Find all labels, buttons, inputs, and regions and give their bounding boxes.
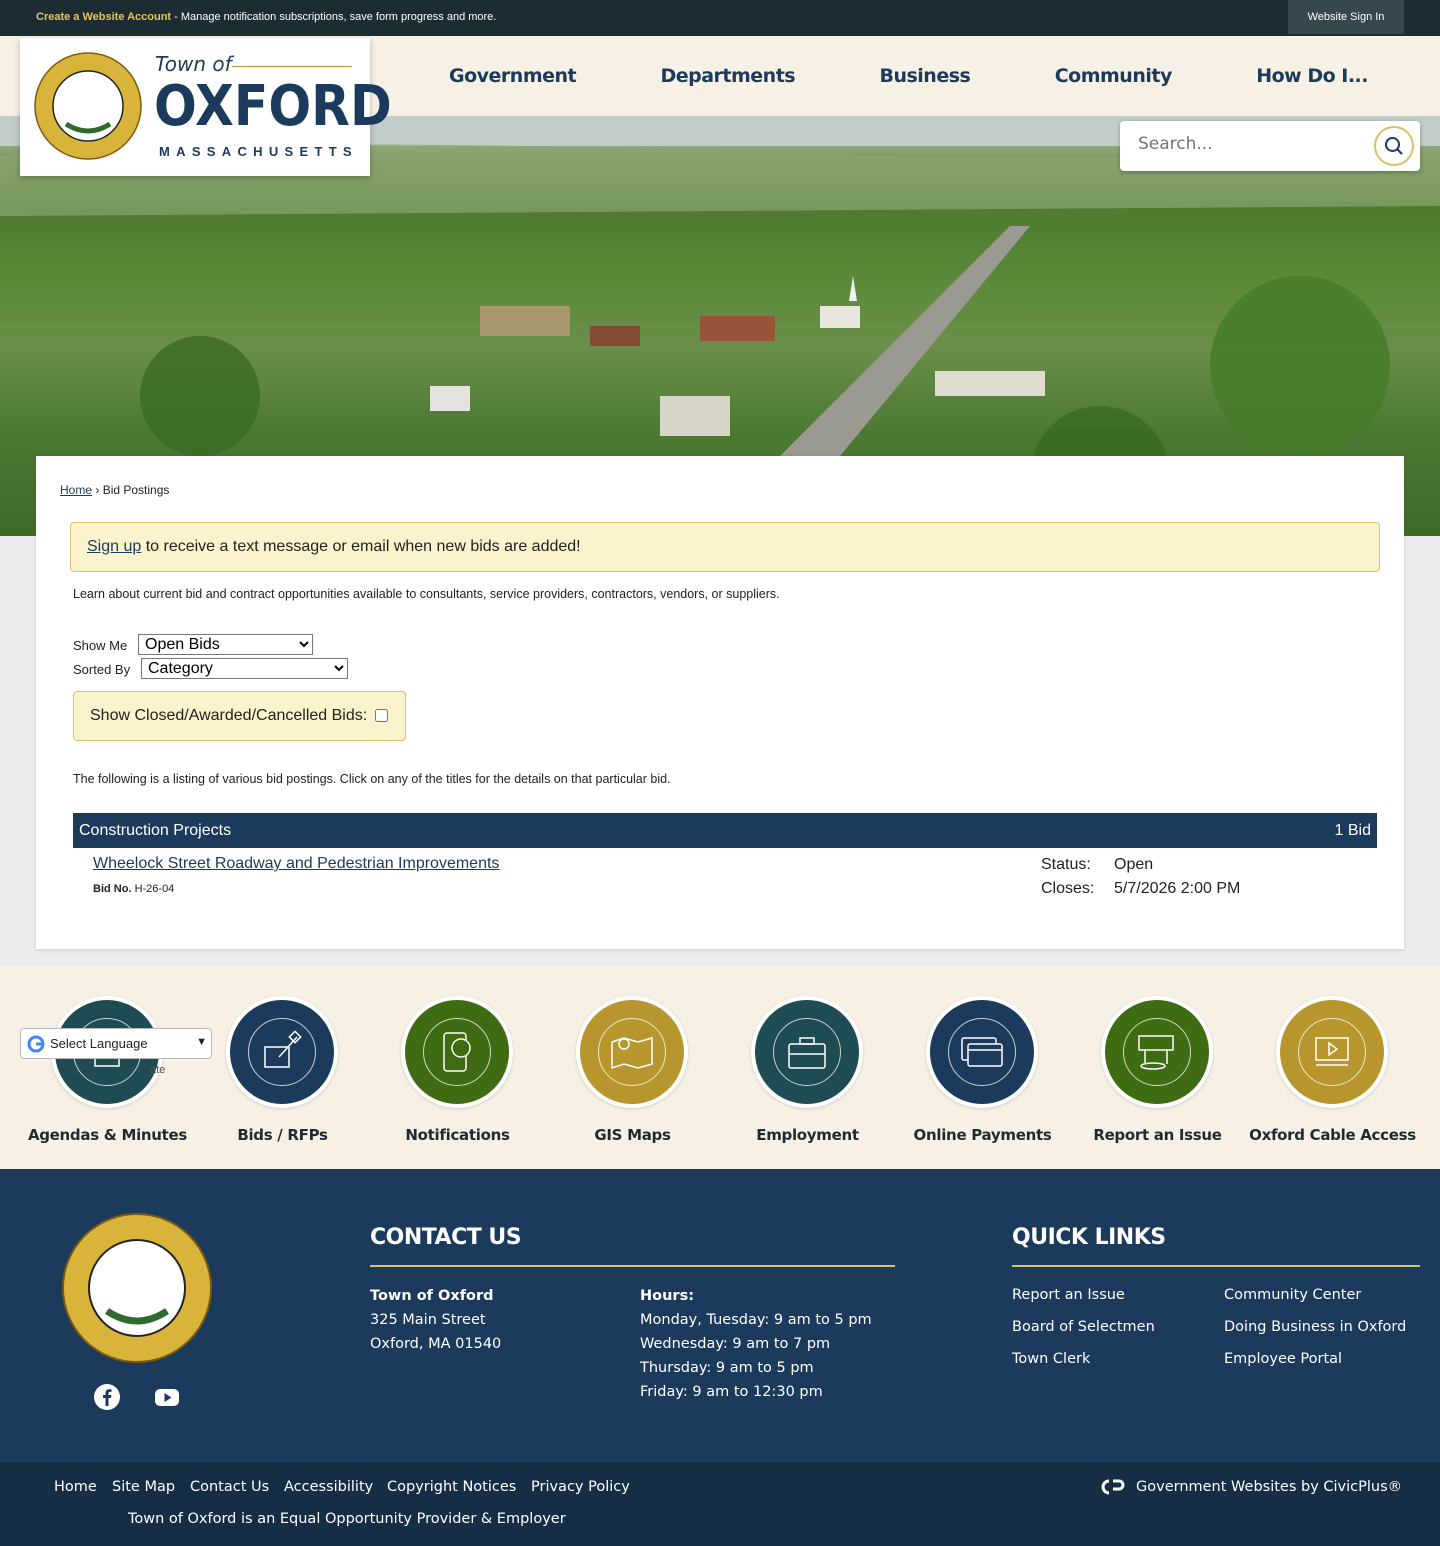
quick-icon-label: GIS Maps — [594, 1126, 671, 1144]
footer-link-doing-business[interactable]: Doing Business in Oxford — [1224, 1319, 1407, 1335]
hours-line: Wednesday: 9 am to 7 pm — [640, 1336, 831, 1352]
translate-powered-text: ate — [150, 1064, 166, 1076]
site-logo[interactable] — [20, 38, 392, 176]
bid-number — [93, 883, 174, 895]
account-message — [36, 11, 496, 23]
sign-up-link[interactable]: Sign up — [87, 538, 142, 555]
chevron-down-icon: ▼ — [196, 1036, 207, 1048]
intro-text: Learn about current bid and contract opportunities available to consultants, service providers, contractors, vendors, or suppliers. — [73, 587, 780, 601]
footer-link-board-selectmen[interactable]: Board of Selectmen — [1012, 1319, 1155, 1335]
contact-heading: CONTACT US — [370, 1225, 522, 1250]
bottom-bar — [0, 1462, 1440, 1546]
language-select[interactable] — [20, 1028, 212, 1059]
breadcrumb-home[interactable]: Home — [60, 483, 93, 497]
search-button[interactable] — [1374, 126, 1414, 166]
bid-number-label: Bid No. — [93, 883, 132, 895]
civicplus-text: Government Websites by CivicPlus® — [1136, 1479, 1403, 1495]
hours-label: Hours: — [640, 1288, 694, 1304]
category-header — [73, 813, 1377, 848]
bottom-link-copyright[interactable]: Copyright Notices — [387, 1479, 517, 1495]
category-name: Construction Projects — [79, 822, 232, 839]
signup-alert — [70, 522, 1380, 572]
quick-icon-label: Agendas & Minutes — [27, 1126, 188, 1144]
bid-status-value: Open — [1114, 856, 1154, 873]
nav-government[interactable]: Government — [449, 65, 577, 87]
logo-divider — [232, 66, 352, 67]
nav-community[interactable]: Community — [1054, 65, 1172, 87]
bid-status-label: Status: — [1041, 856, 1091, 873]
show-closed-label: Show Closed/Awarded/Cancelled Bids: — [90, 707, 368, 724]
logo-massachusetts: MASSACHUSETTS — [159, 144, 358, 159]
create-account-link[interactable]: Create a Website Account — [36, 11, 172, 23]
bid-closes-value: 5/7/2026 2:00 PM — [1114, 880, 1241, 897]
alert-text: to receive a text message or email when new bids are added! — [141, 538, 581, 555]
sorted-by-label: Sorted By — [73, 662, 131, 677]
site-search — [1120, 121, 1420, 171]
facebook-icon[interactable] — [93, 1383, 121, 1411]
footer-link-community-center[interactable]: Community Center — [1224, 1287, 1362, 1303]
nav-departments[interactable]: Departments — [660, 65, 796, 87]
listing-note: The following is a listing of various bid postings. Click on any of the titles for the details on that particular bid. — [73, 772, 671, 786]
bid-closes-label: Closes: — [1041, 880, 1095, 897]
nav-how-do-i[interactable]: How Do I... — [1256, 65, 1368, 87]
hours-line: Monday, Tuesday: 9 am to 5 pm — [640, 1312, 872, 1328]
quick-icon-label: Employment — [756, 1126, 859, 1144]
website-sign-in-button[interactable]: Website Sign In — [1288, 0, 1404, 34]
quick-icon-label: Oxford Cable Access — [1249, 1126, 1416, 1144]
logo-town-of: Town of — [155, 52, 232, 76]
account-description: - Manage notification subscriptions, save form progress and more. — [171, 11, 497, 23]
civicplus-icon — [1100, 1479, 1126, 1495]
quick-icon-label: Online Payments — [913, 1126, 1052, 1144]
footer-link-employee-portal[interactable]: Employee Portal — [1224, 1351, 1343, 1367]
bottom-link-accessibility[interactable]: Accessibility — [284, 1479, 374, 1495]
bottom-link-site-map[interactable]: Site Map — [112, 1479, 176, 1495]
breadcrumb-current: Bid Postings — [102, 483, 170, 497]
town-seal-logo — [34, 52, 142, 160]
show-closed-checkbox[interactable] — [375, 709, 388, 722]
main-nav — [398, 36, 1418, 116]
footer-link-report-issue[interactable]: Report an Issue — [1012, 1287, 1125, 1303]
footer-link-town-clerk[interactable]: Town Clerk — [1012, 1351, 1091, 1367]
bottom-link-home[interactable]: Home — [54, 1479, 97, 1495]
category-count: 1 Bid — [1334, 822, 1371, 839]
bid-number-value: H-26-04 — [134, 883, 175, 895]
contact-city: Oxford, MA 01540 — [370, 1336, 502, 1352]
bottom-link-contact-us[interactable]: Contact Us — [190, 1479, 270, 1495]
logo-oxford: OXFORD — [154, 74, 392, 139]
search-icon — [1384, 136, 1404, 156]
google-icon — [27, 1035, 45, 1053]
sorted-by-select[interactable] — [141, 658, 348, 679]
hours-line: Friday: 9 am to 12:30 pm — [640, 1384, 823, 1400]
breadcrumb — [60, 483, 169, 497]
contact-hours — [640, 1284, 872, 1404]
contact-town: Town of Oxford — [370, 1288, 494, 1304]
footer-town-seal — [62, 1213, 212, 1363]
search-input[interactable] — [1138, 134, 1368, 154]
bottom-link-privacy[interactable]: Privacy Policy — [531, 1479, 630, 1495]
contact-street: 325 Main Street — [370, 1312, 486, 1328]
quick-icon-label: Bids / RFPs — [237, 1126, 328, 1144]
top-bar — [0, 0, 1440, 36]
bid-title-link[interactable]: Wheelock Street Roadway and Pedestrian Improvements — [93, 855, 500, 872]
quick-icon-label: Notifications — [405, 1126, 510, 1144]
quick-icons — [0, 966, 1440, 1169]
hours-line: Thursday: 9 am to 5 pm — [640, 1360, 814, 1376]
show-closed-filter — [73, 691, 406, 741]
civicplus-credit[interactable] — [1100, 1479, 1402, 1495]
show-me-select[interactable] — [138, 634, 313, 655]
nav-business[interactable]: Business — [879, 65, 971, 87]
contact-address — [370, 1284, 501, 1356]
quick-links-heading: QUICK LINKS — [1012, 1225, 1166, 1250]
equal-opportunity-text: Town of Oxford is an Equal Opportunity Provider & Employer — [128, 1511, 566, 1527]
quick-icon-label: Report an Issue — [1093, 1126, 1222, 1144]
site-footer — [0, 1169, 1440, 1462]
main-content — [36, 456, 1404, 949]
show-me-label: Show Me — [73, 638, 128, 653]
contact-divider — [370, 1265, 895, 1267]
breadcrumb-separator: › — [92, 483, 103, 497]
youtube-icon[interactable] — [153, 1383, 181, 1411]
language-select-label: Select Language — [50, 1036, 148, 1051]
quick-links-divider — [1012, 1265, 1420, 1267]
